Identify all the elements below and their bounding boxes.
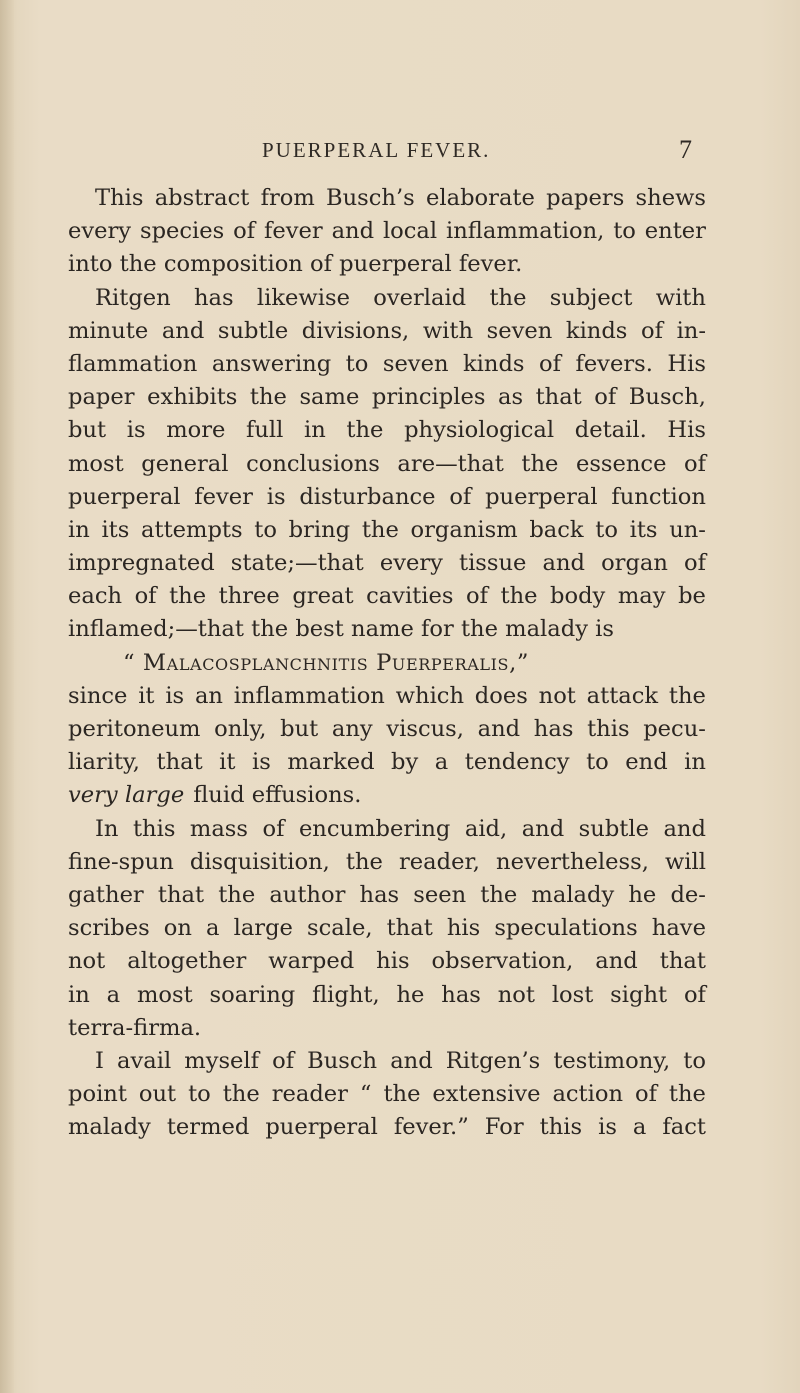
word: bring [288, 516, 351, 543]
word: large [233, 915, 293, 942]
word: and [542, 550, 585, 577]
word: but [280, 716, 319, 742]
word: to [188, 1081, 211, 1108]
word: end [625, 749, 668, 776]
word: the [668, 1081, 706, 1108]
word: seven [382, 350, 449, 377]
word: his [376, 948, 410, 975]
word: de- [670, 881, 706, 908]
word: is [126, 417, 146, 444]
word: shews [635, 185, 706, 211]
word: point [68, 1081, 127, 1108]
word: fine-spun [68, 848, 174, 875]
word: three [218, 583, 280, 610]
word: organism [410, 516, 518, 543]
word: the [668, 682, 706, 709]
word: of [641, 317, 663, 344]
word: flammation [68, 350, 198, 377]
word: Busch’s [326, 185, 415, 211]
word: kinds [462, 350, 525, 377]
text-line [68, 912, 706, 945]
text-line [68, 680, 706, 713]
text-line [68, 1045, 706, 1078]
word: that [386, 915, 433, 942]
word: mass [189, 815, 248, 842]
word: are—that [397, 450, 504, 477]
running-title: PUERPERAL FEVER. [262, 138, 491, 162]
word: aid, [464, 815, 508, 842]
word: to [613, 218, 636, 245]
word: be [678, 583, 706, 610]
word: His [667, 417, 706, 444]
word: extensive [432, 1081, 541, 1108]
word: of [594, 384, 617, 411]
word: scribes [68, 915, 150, 942]
word: have [651, 915, 706, 942]
word: in- [676, 317, 706, 344]
text-line [68, 215, 706, 248]
word: pecu- [643, 716, 706, 742]
word: any [331, 716, 373, 742]
body-text [68, 182, 706, 1144]
word: of [684, 550, 706, 577]
word: detail. [574, 417, 647, 444]
text-line-title: “ Malacosplanchnitis Puerperalis,” [123, 649, 530, 676]
word: puerperal [265, 1114, 378, 1141]
word: soaring [209, 981, 296, 1008]
word: to [595, 516, 618, 543]
word: conclusions [246, 450, 380, 477]
word: this [539, 1114, 583, 1141]
text-line [68, 813, 706, 846]
text-line [68, 746, 706, 779]
text-line [68, 182, 706, 215]
word: is [598, 1114, 617, 1141]
word: more [166, 417, 226, 444]
text-line [68, 580, 706, 613]
word: His [667, 350, 706, 377]
word: of [134, 583, 157, 610]
word: speculations [494, 915, 638, 942]
word: it [138, 682, 155, 709]
word: lost [551, 981, 594, 1008]
word: great [292, 583, 354, 610]
word: disturbance [299, 483, 436, 510]
word: warped [268, 948, 355, 975]
word: is [266, 483, 286, 510]
word: from [260, 185, 315, 211]
word: of [684, 450, 706, 477]
word: reader, [399, 848, 480, 875]
text-line [68, 348, 706, 381]
word: the [346, 417, 384, 444]
word: malady [531, 881, 615, 908]
word: that [156, 749, 203, 776]
word: exhibits [147, 384, 238, 411]
word: to [586, 749, 609, 776]
word: of [539, 350, 561, 377]
word: divisions, [301, 317, 410, 344]
word: function [611, 483, 706, 510]
word: attempts [141, 516, 243, 543]
word: the [345, 848, 383, 875]
word: and [521, 815, 565, 842]
text-line [68, 414, 706, 447]
word: he [396, 981, 425, 1008]
word: observation, [431, 948, 574, 975]
word: minute [68, 317, 149, 344]
word: his [446, 915, 481, 942]
word: peritoneum [68, 716, 201, 742]
word: every [68, 218, 132, 245]
word: most [68, 450, 124, 477]
word: with [422, 317, 474, 344]
word: to [345, 350, 369, 377]
word: For [484, 1114, 524, 1141]
word: most [136, 981, 193, 1008]
word: may [617, 583, 666, 610]
word: species [139, 218, 225, 245]
word: has [359, 881, 400, 908]
text-line: into the composition of puerperal fever. [68, 251, 523, 278]
page-header [262, 135, 692, 170]
word: inflammation [233, 682, 385, 709]
word: attack [586, 682, 659, 709]
word: testimony, [553, 1047, 671, 1074]
text-line: terra-firma. [68, 1014, 202, 1041]
word: the [222, 1081, 260, 1108]
word: of [449, 483, 472, 510]
word: he [628, 881, 657, 908]
word: kinds [565, 317, 628, 344]
text-line [68, 315, 706, 348]
word: general [141, 450, 229, 477]
word: the [218, 881, 256, 908]
word: puerperal [485, 483, 598, 510]
word: an [194, 682, 223, 709]
word: nevertheless, [496, 848, 649, 875]
text-line [68, 514, 706, 547]
word: in [684, 749, 706, 776]
word: a [106, 981, 121, 1008]
word: of [683, 981, 706, 1008]
word: author [269, 881, 346, 908]
word: principles [371, 384, 486, 411]
word: termed [166, 1114, 250, 1141]
word: as [497, 384, 524, 411]
word: avail [117, 1047, 172, 1074]
word: the [521, 450, 559, 477]
word: inflammation, [446, 218, 605, 245]
word: to [254, 516, 277, 543]
word: myself [184, 1047, 260, 1074]
word: not [68, 948, 106, 975]
text-line: inflamed;—that the best name for the malady is [68, 616, 614, 643]
word: subject [549, 284, 633, 311]
word: Busch [307, 1047, 378, 1074]
word: its [629, 516, 658, 543]
word: since [68, 682, 128, 709]
word: fact [662, 1114, 706, 1141]
word: this [587, 716, 630, 742]
word: a [434, 749, 449, 776]
word: In [95, 815, 119, 842]
word: tissue [458, 550, 527, 577]
word: a [206, 915, 220, 942]
word: physiological [404, 417, 555, 444]
word: malady [68, 1114, 151, 1141]
word: has [441, 981, 481, 1008]
text-line [68, 846, 706, 879]
word: out [138, 1081, 177, 1108]
word: and [331, 218, 375, 245]
italic-phrase: very large [68, 782, 185, 809]
word: tendency [464, 749, 570, 776]
word: reader [271, 1081, 348, 1108]
word: un- [669, 516, 706, 543]
word: seven [486, 317, 553, 344]
word: liarity, [68, 749, 140, 776]
word: the [489, 284, 527, 311]
word: but [68, 417, 107, 444]
word: full [246, 417, 284, 444]
word: subtle [578, 815, 649, 842]
word: viscus, [386, 716, 464, 742]
text-line [68, 1078, 706, 1111]
word: will [664, 848, 706, 875]
word: which [395, 682, 464, 709]
word: of [634, 1081, 657, 1108]
word: is [251, 749, 271, 776]
word: and [477, 716, 521, 742]
word: fevers. [575, 350, 653, 377]
word: has [193, 284, 234, 311]
word: does [474, 682, 528, 709]
word: and [595, 948, 638, 975]
word: action [552, 1081, 624, 1108]
word: organ [601, 550, 668, 577]
word: not [497, 981, 535, 1008]
word: cavities [366, 583, 454, 610]
page-binding-shadow [0, 0, 14, 1393]
word: essence [575, 450, 667, 477]
word: overlaid [373, 284, 467, 311]
text-line: very large fluid effusions. [68, 779, 706, 812]
word: and [390, 1047, 433, 1074]
text-line [68, 879, 706, 912]
word: its [101, 516, 130, 543]
word: back [529, 516, 584, 543]
word: local [382, 218, 438, 245]
word: the [169, 583, 207, 610]
word: fever [264, 218, 323, 245]
word: I [95, 1047, 104, 1074]
word: is [165, 682, 185, 709]
word: marked [287, 749, 375, 776]
word: “ [359, 1081, 372, 1108]
word: it [219, 749, 236, 776]
word: on [163, 915, 192, 942]
word: sight [610, 981, 668, 1008]
word: this [132, 815, 176, 842]
word: the [480, 881, 518, 908]
word: that [659, 948, 706, 975]
word: enter [644, 218, 706, 245]
word: seen [413, 881, 467, 908]
text-line [68, 481, 706, 514]
word: of [233, 218, 256, 245]
word: puerperal [68, 483, 181, 510]
word: abstract [154, 185, 250, 211]
word: in [68, 981, 90, 1008]
word: flight, [312, 981, 380, 1008]
word: has [533, 716, 574, 742]
page-number: 7 [679, 135, 692, 164]
word: not [538, 682, 576, 709]
word: that [157, 881, 205, 908]
word: encumbering [298, 815, 451, 842]
text-line [68, 547, 706, 580]
word: Ritgen [95, 284, 171, 311]
word: the [500, 583, 538, 610]
word: every [379, 550, 443, 577]
text-line [68, 713, 706, 746]
word: fever.” [393, 1114, 469, 1141]
word: Busch, [628, 384, 706, 411]
word: the [249, 384, 287, 411]
word: with [655, 284, 706, 311]
text-line [68, 448, 706, 481]
text-line [68, 945, 706, 978]
word: paper [68, 384, 135, 411]
word: Ritgen’s [445, 1047, 541, 1074]
word: gather [68, 881, 144, 908]
text-line [68, 979, 706, 1012]
word: to [683, 1047, 706, 1074]
text-line [68, 381, 706, 414]
word: elaborate [426, 185, 535, 211]
word: subtle [217, 317, 289, 344]
word: each [68, 583, 123, 610]
word: same [299, 384, 360, 411]
word: only, [214, 716, 267, 742]
text-line [68, 282, 706, 315]
word: state;—that [230, 550, 364, 577]
word: impregnated [68, 550, 215, 577]
word: of [272, 1047, 295, 1074]
word: in [304, 417, 326, 444]
word: and [663, 815, 706, 842]
word: likewise [256, 284, 350, 311]
word: of [262, 815, 285, 842]
word: body [550, 583, 606, 610]
word: in [68, 516, 90, 543]
word: altogether [127, 948, 247, 975]
word: the [361, 516, 399, 543]
word: This [95, 185, 144, 211]
word: a [632, 1114, 647, 1141]
word: scale, [307, 915, 373, 942]
text-line [68, 1111, 706, 1144]
word: disquisition, [189, 848, 330, 875]
word: of [465, 583, 488, 610]
word: papers [546, 185, 625, 211]
word: answering [211, 350, 332, 377]
word: fever [194, 483, 253, 510]
word: by [391, 749, 419, 776]
word: the [383, 1081, 421, 1108]
word: and [161, 317, 205, 344]
word: that [535, 384, 582, 411]
